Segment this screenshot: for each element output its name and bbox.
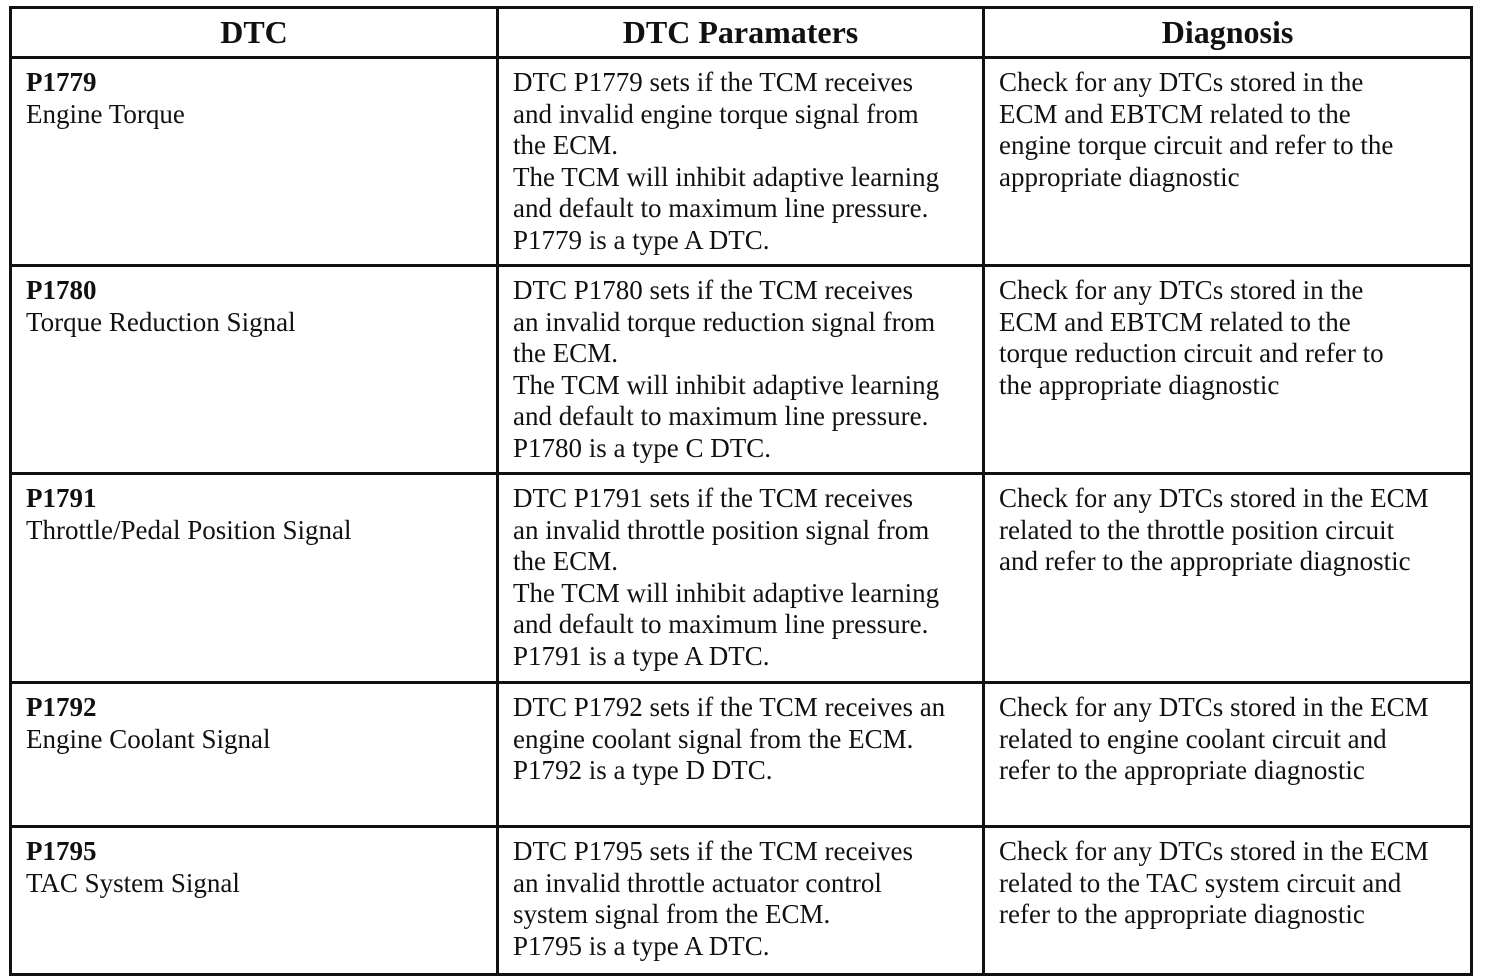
parameters-line: an invalid torque reduction signal from [513,306,936,337]
table-row [11,58,1472,266]
diagnosis-line: appropriate diagnostic [999,161,1240,192]
diagnosis-cell [984,58,1472,266]
diagnosis-line: Check for any DTCs stored in the ECM [999,836,1429,866]
parameters-line: and default to maximum line pressure. [513,609,929,639]
diagnosis-line: torque reduction circuit and refer to [999,338,1384,368]
header-dtc: DTC [11,8,498,58]
parameters-cell [498,266,984,474]
dtc-code: P1779 [26,67,97,97]
dtc-code: P1792 [26,692,97,722]
dtc-cell [11,474,498,683]
dtc-code: P1780 [26,275,97,305]
diagnosis-line: related to engine coolant circuit and [999,723,1387,754]
diagnosis-line: the appropriate diagnostic [999,369,1280,400]
parameters-line: P1791 is a type A DTC. [513,640,770,671]
dtc-name: Engine Coolant Signal [26,723,271,754]
diagnosis-line: ECM and EBTCM related to the [999,98,1351,129]
header-diagnosis: Diagnosis [984,8,1472,58]
diagnosis-cell [984,474,1472,683]
parameters-line: the ECM. [513,130,618,160]
parameters-line: the ECM. [513,338,618,368]
dtc-table [9,6,1473,976]
table-row [11,474,1472,683]
dtc-code: P1791 [26,483,97,513]
parameters-line: The TCM will inhibit adaptive learning [513,577,940,608]
parameters-line: P1792 is a type D DTC. [513,755,773,785]
table-row [11,827,1472,975]
diagnosis-line: Check for any DTCs stored in the [999,275,1364,305]
diagnosis-line: Check for any DTCs stored in the ECM [999,483,1429,513]
parameters-cell [498,58,984,266]
dtc-code: P1795 [26,836,97,866]
diagnosis-line: Check for any DTCs stored in the ECM [999,692,1429,722]
parameters-line: and default to maximum line pressure. [513,193,929,223]
parameters-line: DTC P1791 sets if the TCM receives [513,483,913,513]
parameters-line: system signal from the ECM. [513,899,831,929]
table-row [11,683,1472,827]
table-row [11,266,1472,474]
parameters-cell [498,683,984,827]
parameters-line: DTC P1780 sets if the TCM receives [513,275,913,305]
diagnosis-line: refer to the appropriate diagnostic [999,755,1365,785]
parameters-line: an invalid throttle position signal from [513,514,930,545]
diagnosis-line: ECM and EBTCM related to the [999,306,1351,337]
diagnosis-line: refer to the appropriate diagnostic [999,899,1365,929]
parameters-line: and default to maximum line pressure. [513,401,929,431]
diagnosis-line: engine torque circuit and refer to the [999,130,1394,160]
parameters-line: P1779 is a type A DTC. [513,224,770,255]
parameters-line: engine coolant signal from the ECM. [513,723,914,754]
diagnosis-line: Check for any DTCs stored in the [999,67,1364,97]
parameters-line: The TCM will inhibit adaptive learning [513,369,940,400]
dtc-cell [11,683,498,827]
parameters-line: P1795 is a type A DTC. [513,930,770,961]
diagnosis-cell [984,683,1472,827]
dtc-name: Torque Reduction Signal [26,306,296,337]
diagnosis-line: related to the TAC system circuit and [999,867,1402,898]
diagnosis-cell [984,266,1472,474]
parameters-line: The TCM will inhibit adaptive learning [513,161,940,192]
dtc-cell [11,58,498,266]
parameters-line: an invalid throttle actuator control [513,867,882,898]
parameters-line: DTC P1795 sets if the TCM receives [513,836,913,866]
parameters-line: and invalid engine torque signal from [513,98,919,129]
dtc-cell [11,827,498,975]
dtc-name: Engine Torque [26,98,185,129]
dtc-name: TAC System Signal [26,867,240,898]
header-row [11,8,1472,58]
parameters-line: the ECM. [513,546,618,576]
parameters-line: DTC P1779 sets if the TCM receives [513,67,913,97]
parameters-line: DTC P1792 sets if the TCM receives an [513,692,946,722]
parameters-cell [498,474,984,683]
diagnosis-line: related to the throttle position circuit [999,514,1395,545]
diagnosis-line: and refer to the appropriate diagnostic [999,546,1411,576]
diagnosis-cell [984,827,1472,975]
dtc-name: Throttle/Pedal Position Signal [26,514,352,545]
parameters-cell [498,827,984,975]
header-dtc-parameters: DTC Paramaters [498,8,984,58]
dtc-cell [11,266,498,474]
parameters-line: P1780 is a type C DTC. [513,432,772,463]
